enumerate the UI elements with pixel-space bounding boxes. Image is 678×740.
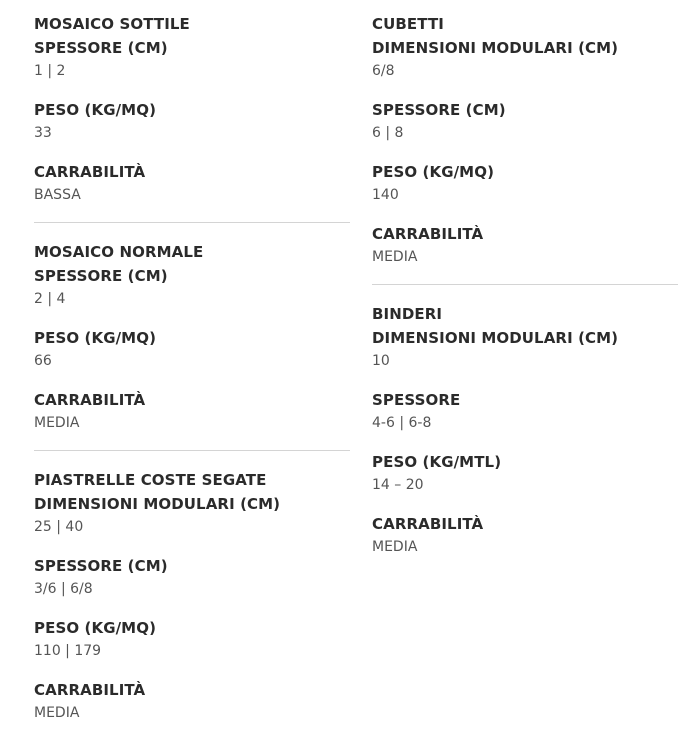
field-spessore [372,388,678,434]
field-value: 14 – 20 [372,477,424,493]
field-label: PESO (KG/MQ) [372,163,495,181]
field-label: CARRABILITÀ [372,515,484,533]
field-value: 10 [372,353,390,369]
field-label: CARRABILITÀ [34,391,146,409]
field-carrabilita [34,678,350,724]
section-title: PIASTRELLE COSTE SEGATE [34,471,267,489]
field-value: 4-6 | 6-8 [372,415,432,431]
field-peso [34,98,350,144]
field-peso [372,450,678,496]
field-value: 6/8 [372,63,395,79]
field-value: BASSA [34,187,81,203]
field-value: 3/6 | 6/8 [34,581,93,597]
field-label: CARRABILITÀ [34,163,146,181]
field-carrabilita [372,222,678,268]
field-label: PESO (KG/MQ) [34,329,157,347]
field-label: SPESSORE (CM) [34,39,168,57]
section-divider [34,450,350,451]
field-label: SPESSORE (CM) [34,557,168,575]
section-mosaico-sottile [34,12,350,222]
field-peso [372,160,678,206]
field-label: DIMENSIONI MODULARI (CM) [34,495,281,513]
field-value: 140 [372,187,399,203]
left-column [34,12,350,740]
field-label: CARRABILITÀ [34,681,146,699]
section-divider [372,284,678,285]
section-title: MOSAICO SOTTILE [34,15,190,33]
field-carrabilita [372,512,678,558]
field-spessore [34,12,350,82]
field-dimensioni [372,302,678,372]
field-label: PESO (KG/MTL) [372,453,502,471]
field-label: PESO (KG/MQ) [34,101,157,119]
field-value: 33 [34,125,52,141]
field-label: PESO (KG/MQ) [34,619,157,637]
section-mosaico-normale [34,240,350,450]
right-column [372,12,678,574]
field-label: SPESSORE (CM) [372,101,506,119]
field-label: SPESSORE (CM) [34,267,168,285]
field-value: MEDIA [372,249,418,265]
field-value: 66 [34,353,52,369]
field-peso [34,326,350,372]
section-piastrelle-coste-segate [34,468,350,740]
field-carrabilita [34,160,350,206]
section-title: CUBETTI [372,15,444,33]
field-carrabilita [34,388,350,434]
section-binderi [372,302,678,574]
section-title: BINDERI [372,305,443,323]
field-dimensioni [372,12,678,82]
field-spessore [34,240,350,310]
field-label: DIMENSIONI MODULARI (CM) [372,39,619,57]
field-label: SPESSORE [372,391,461,409]
field-spessore [372,98,678,144]
field-spessore [34,554,350,600]
field-dimensioni [34,468,350,538]
field-value: MEDIA [34,705,80,721]
field-value: 6 | 8 [372,125,404,141]
field-label: DIMENSIONI MODULARI (CM) [372,329,619,347]
section-cubetti [372,12,678,284]
section-title: MOSAICO NORMALE [34,243,204,261]
field-peso [34,616,350,662]
field-value: 2 | 4 [34,291,66,307]
field-value: 25 | 40 [34,519,84,535]
section-divider [34,222,350,223]
field-value: MEDIA [372,539,418,555]
field-value: 1 | 2 [34,63,66,79]
field-value: MEDIA [34,415,80,431]
field-label: CARRABILITÀ [372,225,484,243]
field-value: 110 | 179 [34,643,102,659]
